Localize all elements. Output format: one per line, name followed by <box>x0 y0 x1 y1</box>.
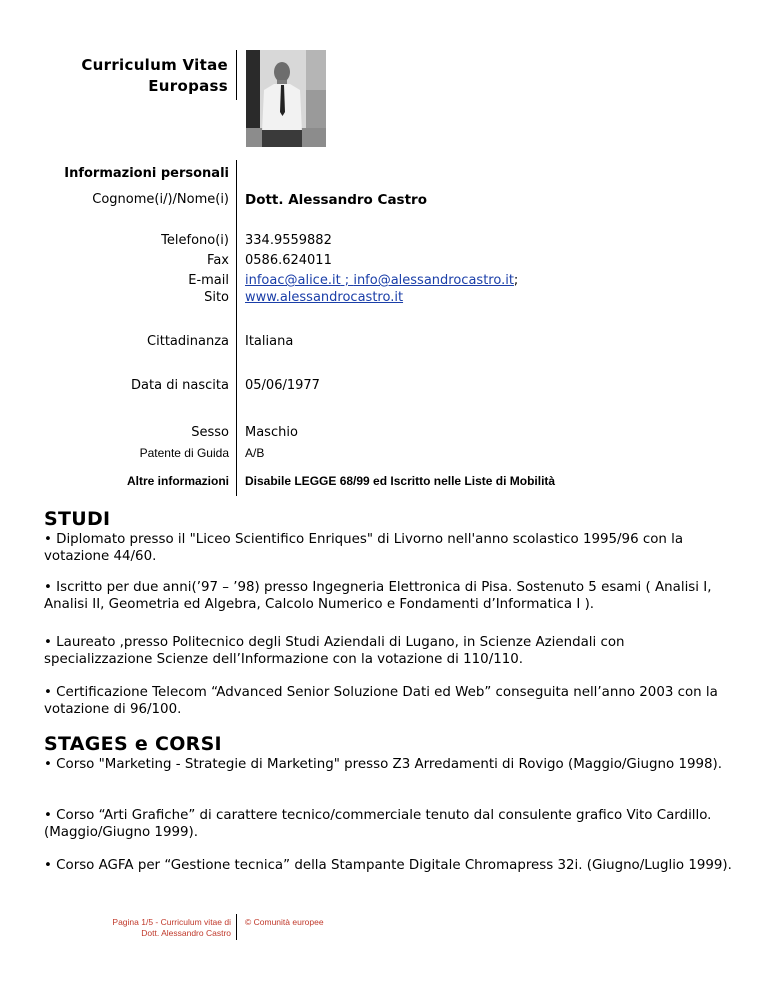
footer-page-line1: Pagina 1/5 - Curriculum vitae di <box>112 917 231 927</box>
email-values <box>245 273 518 288</box>
email-label: E-mail <box>188 273 229 288</box>
birthdate-label: Data di nascita <box>131 378 229 393</box>
email-end: ; <box>513 273 519 288</box>
site-label: Sito <box>204 290 229 305</box>
studi-item: • Diplomato presso il "Liceo Scientifico Enriques" di Livorno nell'anno scolastico 1995/96 con la votazione 44/60. <box>44 532 684 564</box>
citizenship-label: Cittadinanza <box>147 334 229 349</box>
email-separator: ; <box>340 273 354 288</box>
cv-title: Curriculum Vitae <box>81 56 228 74</box>
stages-heading: STAGES e CORSI <box>44 733 222 755</box>
email-link-2[interactable]: info@alessandrocastro.it <box>353 273 514 288</box>
studi-item: • Laureato ,presso Politecnico degli Studi Aziendali di Lugano, in Scienze Aziendali con specializzazione Scienze dell’Informazione con la votazione di 110/110. <box>44 635 625 667</box>
other-info-label: Altre informazioni <box>126 474 229 488</box>
citizenship-value: Italiana <box>245 334 294 349</box>
footer-page-info <box>112 917 231 939</box>
stages-item: • Corso “Arti Grafiche” di carattere tecnico/commerciale tenuto dal consulente grafico Vito Cardillo. (Maggio/Giugno 1999). <box>44 808 712 840</box>
sex-value: Maschio <box>245 425 298 440</box>
stages-item: • Corso AGFA per “Gestione tecnica” della Stampante Digitale Chromapress 32i. (Giugno/Luglio 1999). <box>44 858 732 873</box>
name-label: Cognome(i/)/Nome(i) <box>92 192 229 207</box>
profile-photo <box>246 50 326 147</box>
other-info-value: Disabile LEGGE 68/99 ed Iscritto nelle Liste di Mobilità <box>245 474 556 488</box>
footer-copyright: © Comunità europee <box>245 917 324 927</box>
profile-photo-image <box>246 50 326 147</box>
email-link-1[interactable]: infoac@alice.it <box>245 273 341 288</box>
cv-subtitle: Europass <box>148 77 228 95</box>
personal-info-heading: Informazioni personali <box>64 166 229 181</box>
footer-page-line2: Dott. Alessandro Castro <box>141 928 231 938</box>
license-label: Patente di Guida <box>139 446 229 460</box>
site-value <box>245 290 403 305</box>
fax-label: Fax <box>207 253 229 268</box>
birthdate-value: 05/06/1977 <box>245 378 320 393</box>
stages-item: • Corso "Marketing - Strategie di Marketing" presso Z3 Arredamenti di Rovigo (Maggio/Giugno 1998). <box>44 757 722 772</box>
name-value: Dott. Alessandro Castro <box>245 192 427 208</box>
header-divider <box>236 50 237 100</box>
studi-item: • Certificazione Telecom “Advanced Senior Soluzione Dati ed Web” conseguita nell’anno 2003 con la votazione di 96/100. <box>44 685 718 717</box>
studi-item: • Iscritto per due anni(’97 – ’98) presso Ingegneria Elettronica di Pisa. Sostenuto 5 esami ( Analisi I, Analisi II, Geometria ed Algebra, Calcolo Numerico e Fondamenti d’Informatica I ). <box>44 580 712 612</box>
sex-label: Sesso <box>191 425 229 440</box>
phone-label: Telefono(i) <box>161 233 229 248</box>
fax-value: 0586.624011 <box>245 253 332 268</box>
site-link[interactable]: www.alessandrocastro.it <box>245 290 404 305</box>
phone-value: 334.9559882 <box>245 233 332 248</box>
footer-divider <box>236 914 237 940</box>
studi-heading: STUDI <box>44 508 111 530</box>
personal-info-divider <box>236 160 237 496</box>
license-value: A/B <box>245 446 265 460</box>
